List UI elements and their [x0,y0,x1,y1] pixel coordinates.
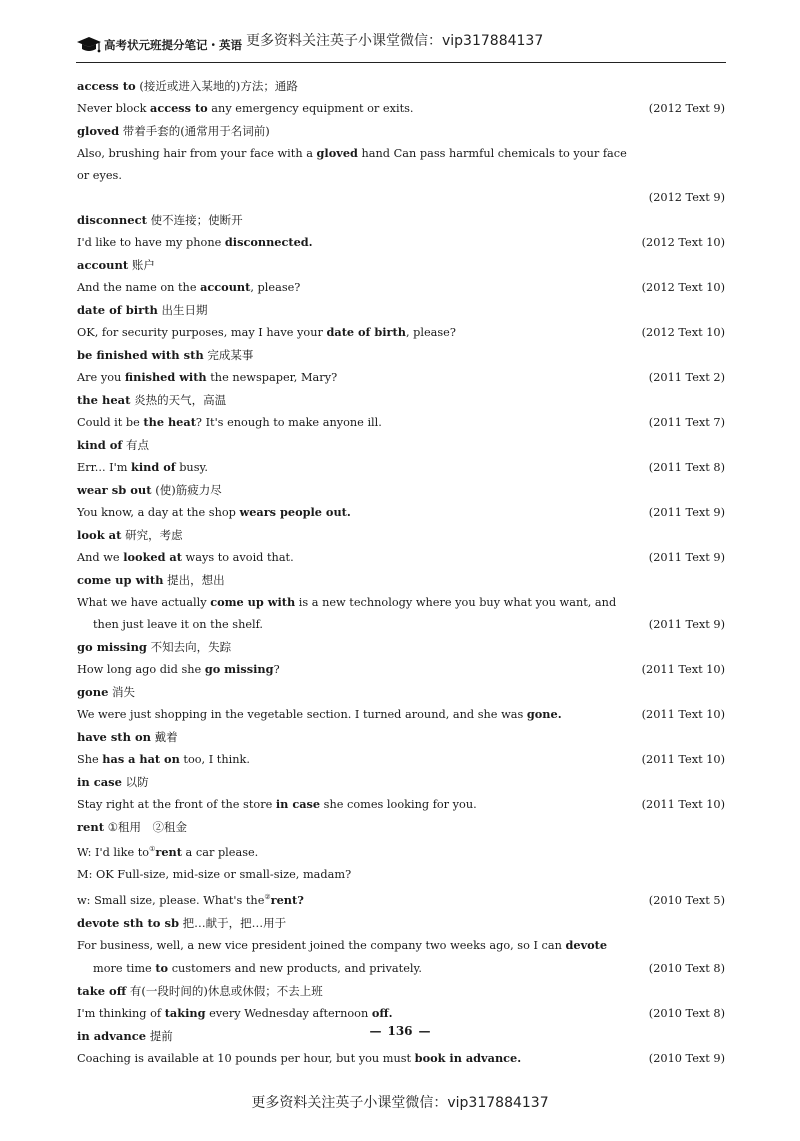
vocab-meaning: 完成某事 [207,348,254,362]
vocab-entry [77,681,725,726]
vocab-term: be finished with sth [77,348,204,362]
text-run: the newspaper, Mary? [206,371,338,384]
vocab-meaning: 出生日期 [161,303,208,317]
vocab-entry [77,569,725,636]
vocab-term: disconnect [77,213,147,227]
text-run: ways to avoid that. [181,551,294,564]
graduation-cap-icon [76,36,102,54]
text-run: Stay right at the front of the store [77,798,276,811]
vocab-term-line [77,524,725,546]
vocab-term: in advance [77,1028,147,1043]
highlighted-phrase: gloved [316,146,358,160]
vocab-entry [77,479,725,524]
text-run: ① [149,845,156,853]
vocab-term-line [77,75,725,97]
vocab-entry [77,434,725,479]
highlighted-phrase: wears people out. [239,505,351,519]
vocab-meaning: 消失 [112,685,136,699]
example-sentence [77,321,725,344]
vocab-entry [77,344,725,389]
text-run: We were just shopping in the vegetable section. I turned around, and she was [77,708,527,721]
text-run: Err... I'm [77,461,132,474]
vocab-meaning: 使不连接；使断开 [150,213,243,227]
text-run: busy. [175,461,208,474]
highlighted-phrase: has a hat on [102,752,180,766]
dialogue-line [77,886,725,912]
vocab-term-line [77,980,725,1002]
example-source: (2011 Text 9) [648,551,725,564]
highlighted-phrase: come up with [210,595,296,609]
vocab-term: kind of [77,438,123,452]
vocab-meaning: (使)筋疲力尽 [155,483,222,497]
text-run: Never block [77,102,151,115]
text-run: hand Can pass harmful chemicals to your face or eyes. [77,147,627,182]
text-run: ? [273,663,280,676]
highlighted-phrase: kind of [131,460,176,474]
example-source: (2010 Text 8) [648,961,725,975]
vocab-meaning: 炎热的天气，高温 [134,393,227,407]
highlighted-phrase: access to [150,101,208,115]
example-sentence [77,97,725,120]
example-sentence [77,142,725,209]
vocab-term: account [77,258,129,272]
vocab-meaning: 提出，想出 [167,573,225,587]
text-run: M: OK Full-size, mid-size or small-size, madam? [77,867,352,881]
text-run: Are you [77,371,125,384]
highlighted-phrase: taking [164,1005,206,1020]
example-sentence [77,1047,725,1070]
text-run: customers and new products, and privately. [168,961,422,975]
example-source: (2011 Text 7) [648,416,725,429]
vocab-meaning: 有(一段时间的)休息或休假；不去上班 [129,983,323,998]
vocab-meaning: 不知去向，失踪 [150,640,232,654]
header-rule [76,62,726,63]
example-source: (2012 Text 10) [641,236,725,249]
vocab-entry [77,980,725,1025]
text-run: any emergency equipment or exits. [207,102,414,115]
watermark-top: 更多资料关注英子小课堂微信：vip317884137 [246,33,544,49]
vocab-term: gloved [77,124,120,138]
example-source: (2011 Text 9) [648,506,725,519]
text-run: Could it be [77,416,144,429]
vocab-term: come up with [77,573,164,587]
vocab-term-line [77,816,725,838]
text-run: too, I think. [179,753,250,766]
highlighted-phrase: book in advance. [414,1050,522,1065]
vocab-meaning: 研究，考虑 [125,528,183,542]
example-sentence [77,934,725,980]
vocab-term-line [77,771,725,793]
vocab-term-line [77,209,725,231]
example-source: (2011 Text 8) [648,461,725,474]
example-source: (2012 Text 10) [641,326,725,339]
text-run: You know, a day at the shop [77,506,240,519]
header-title: 高考状元班提分笔记・英语 [104,38,242,52]
vocab-term-line [77,636,725,658]
vocab-term: gone [77,685,109,699]
text-run: w: Small size, please. What's the [77,893,265,907]
vocab-term-line [77,254,725,276]
vocab-term: wear sb out [77,483,152,497]
text-run: is a new technology where you buy what you want, and then just leave it on the shelf. [93,596,617,631]
example-sentence [77,748,725,771]
vocabulary-list [77,75,725,1070]
highlighted-phrase: rent [155,844,182,859]
example-source: (2010 Text 5) [648,893,725,907]
vocab-entry [77,254,725,299]
vocab-term-line [77,726,725,748]
example-sentence [77,276,725,299]
watermark-bottom: 更多资料关注英子小课堂微信：vip317884137 [251,1095,549,1111]
vocab-meaning: 账户 [131,258,155,272]
highlighted-phrase: rent? [270,892,304,907]
highlighted-phrase: to [155,960,169,975]
example-sentence [77,703,725,726]
example-sentence [77,411,725,434]
text-run: every Wednesday afternoon [205,1006,372,1020]
text-run: , please? [250,281,301,294]
highlighted-phrase: devote [565,937,608,952]
vocab-term-line [77,681,725,703]
vocab-entry [77,209,725,254]
vocab-meaning: 戴着 [154,730,178,744]
vocab-entry [77,120,725,209]
vocab-meaning: 以防 [125,775,149,789]
highlighted-phrase: gone. [526,707,562,721]
highlighted-phrase: in case [275,797,321,811]
vocab-term-line [77,344,725,366]
text-run: She [77,753,103,766]
example-source: (2010 Text 9) [648,1051,725,1065]
example-source: (2011 Text 10) [641,663,725,676]
vocab-entry [77,816,725,912]
text-run: And the name on the [77,281,201,294]
dialogue-line [77,838,725,864]
text-run: I'd like to have my phone [77,236,225,249]
vocab-term-line [77,912,725,934]
vocab-term: go missing [77,640,147,654]
vocab-term: devote sth to sb [77,915,179,930]
example-sentence [77,231,725,254]
text-run: ② [264,892,271,901]
vocab-term-line [77,434,725,456]
text-run: ? It's enough to make anyone ill. [195,416,382,429]
highlighted-phrase: disconnected. [224,235,313,249]
example-sentence [77,456,725,479]
vocab-term: have sth on [77,730,151,744]
vocab-entry [77,524,725,569]
text-run: a car please. [181,845,259,859]
vocab-term: in case [77,775,122,789]
text-run: Also, brushing hair from your face with a [77,147,317,160]
vocab-meaning: 提前 [149,1028,173,1043]
example-sentence [77,366,725,389]
example-source: (2012 Text 9) [648,191,725,204]
vocab-meaning: 把…献于，把…用于 [182,915,287,930]
vocab-entry [77,75,725,120]
text-run: I'm thinking of [77,1006,165,1020]
vocab-entry [77,299,725,344]
vocab-meaning: (接近或进入某地的)方法；通路 [139,79,298,93]
vocab-meaning: ①租用 ②租金 [107,820,188,834]
text-run: she comes looking for you. [320,798,477,811]
highlighted-phrase: account [200,280,251,294]
vocab-entry [77,912,725,980]
text-run: How long ago did she [77,663,205,676]
vocab-entry [77,636,725,681]
vocab-term: access to [77,79,136,93]
highlighted-phrase: looked at [123,550,182,564]
vocab-term: look at [77,528,122,542]
vocab-meaning: 有点 [126,438,150,452]
vocab-term-line [77,479,725,501]
vocab-entry [77,726,725,771]
example-source: (2011 Text 10) [641,798,725,811]
example-source: (2011 Text 10) [641,753,725,766]
text-run: Coaching is available at 10 pounds per hour, but you must [77,1051,415,1065]
text-run: And we [77,551,124,564]
example-source: (2012 Text 9) [648,102,725,115]
example-sentence [77,501,725,524]
vocab-term-line [77,569,725,591]
example-source: (2011 Text 9) [648,618,725,631]
example-sentence [77,546,725,569]
vocab-term: date of birth [77,303,158,317]
text-run: more time [93,961,156,975]
example-source: (2012 Text 10) [641,281,725,294]
highlighted-phrase: off. [371,1005,393,1020]
vocab-term: take off [77,983,127,998]
vocab-entry [77,771,725,816]
example-source: (2011 Text 2) [648,371,725,384]
example-source: (2010 Text 8) [648,1006,725,1020]
text-run: OK, for security purposes, may I have your [77,326,327,339]
dialogue-line [77,864,725,886]
text-run: What we have actually [77,596,211,609]
highlighted-phrase: the heat [143,415,196,429]
example-sentence [77,591,725,636]
highlighted-phrase: go missing [204,662,274,676]
vocab-term: the heat [77,393,131,407]
vocab-term-line [77,389,725,411]
vocab-meaning: 带着手套的(通常用于名词前) [122,124,270,138]
highlighted-phrase: date of birth [326,325,406,339]
vocab-entry [77,389,725,434]
page-number: — 136 — [369,1024,431,1038]
vocab-term-line [77,299,725,321]
text-run: , please? [405,326,456,339]
vocab-term-line [77,120,725,142]
highlighted-phrase: finished with [124,370,207,384]
vocab-term: rent [77,820,105,834]
example-source: (2011 Text 10) [641,708,725,721]
example-sentence [77,1002,725,1025]
example-sentence [77,658,725,681]
example-sentence [77,793,725,816]
text-run: W: I'd like to [77,845,150,859]
text-run: For business, well, a new vice president joined the company two weeks ago, so I can [77,938,566,952]
